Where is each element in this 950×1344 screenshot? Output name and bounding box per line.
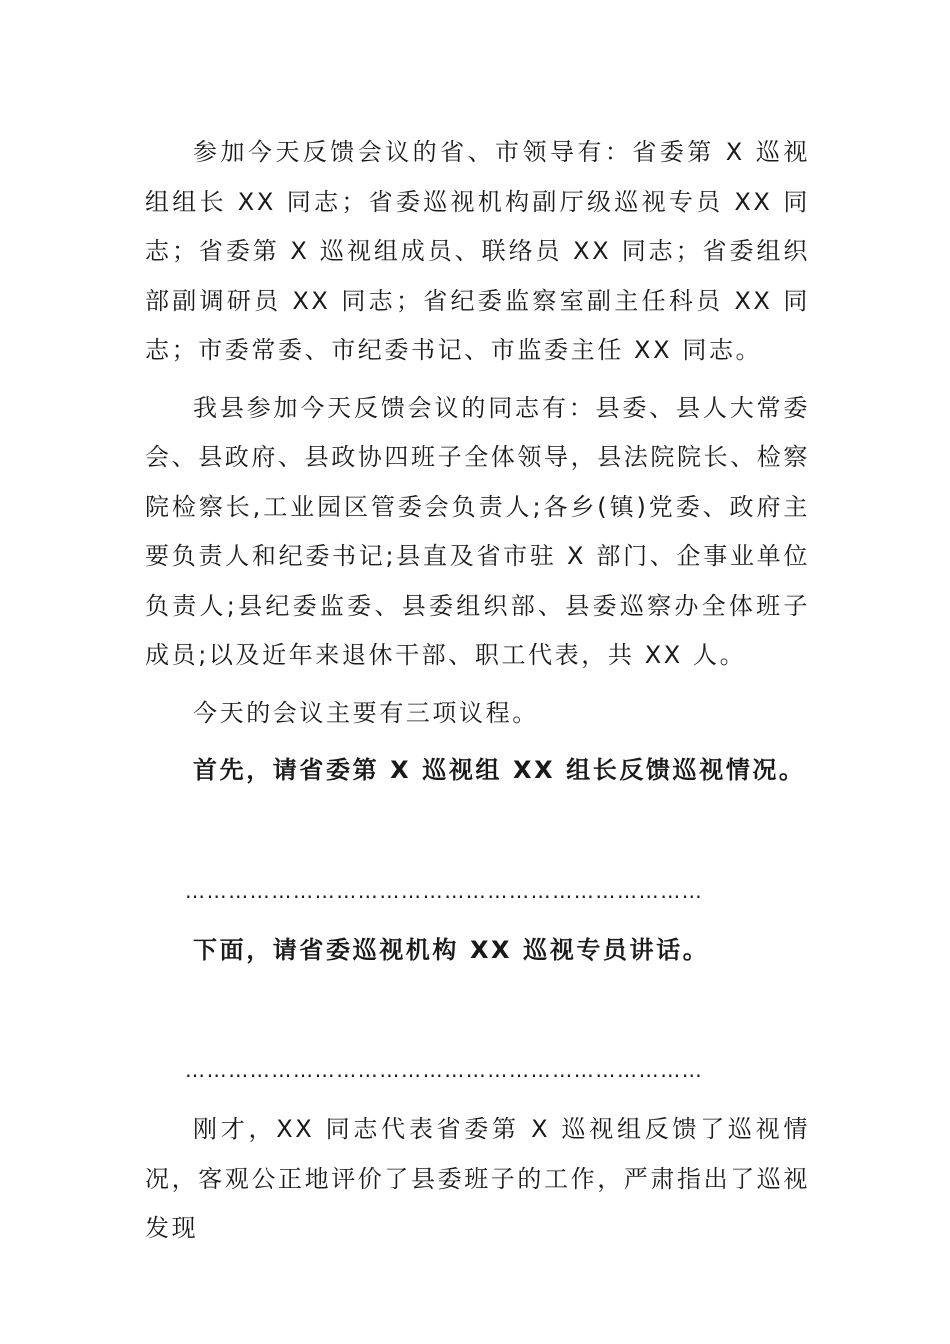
ellipsis-divider-2: ……………………………………………………………… — [185, 1058, 704, 1082]
paragraph-attending-leaders: 参加今天反馈会议的省、市领导有：省委第 X 巡视组组长 XX 同志；省委巡视机构副厅级巡视专员 XX 同志；省委第 X 巡视组成员、联络员 XX 同志；省委组织部副调研员 XX 同志；省纪委监察室副主任科员 XX 同志；市委常委、市纪委书记、市监委主任 XX 同志。 — [145, 138, 810, 364]
heading-second-agenda: 下面，请省委巡视机构 XX 巡视专员讲话。 — [193, 935, 710, 964]
document-body — [145, 128, 810, 1254]
paragraph-summary: 刚才，XX 同志代表省委第 X 巡视组反馈了巡视情况，客观公正地评价了县委班子的工作，严肃指出了巡视发现 — [145, 1115, 810, 1242]
ellipsis-divider-1: ……………………………………………………………… — [185, 878, 704, 903]
heading-first-agenda: 首先，请省委第 X 巡视组 XX 组长反馈巡视情况。 — [193, 756, 806, 784]
paragraph-agenda-intro: 今天的会议主要有三项议程。 — [193, 698, 539, 727]
paragraph-attending-county-comrades: 我县参加今天反馈会议的同志有：县委、县人大常委会、县政府、县政协四班子全体领导，县法院院长、检察院检察长,工业园区管委会负责人;各乡(镇)党委、政府主要负责人和纪委书记;县直及省市驻 X 部门、企事业单位负责人;县纪委监委、县委组织部、县委巡察办全体班子成员;以及近年来退休干部、职工代表，共 XX 人。 — [145, 393, 810, 669]
